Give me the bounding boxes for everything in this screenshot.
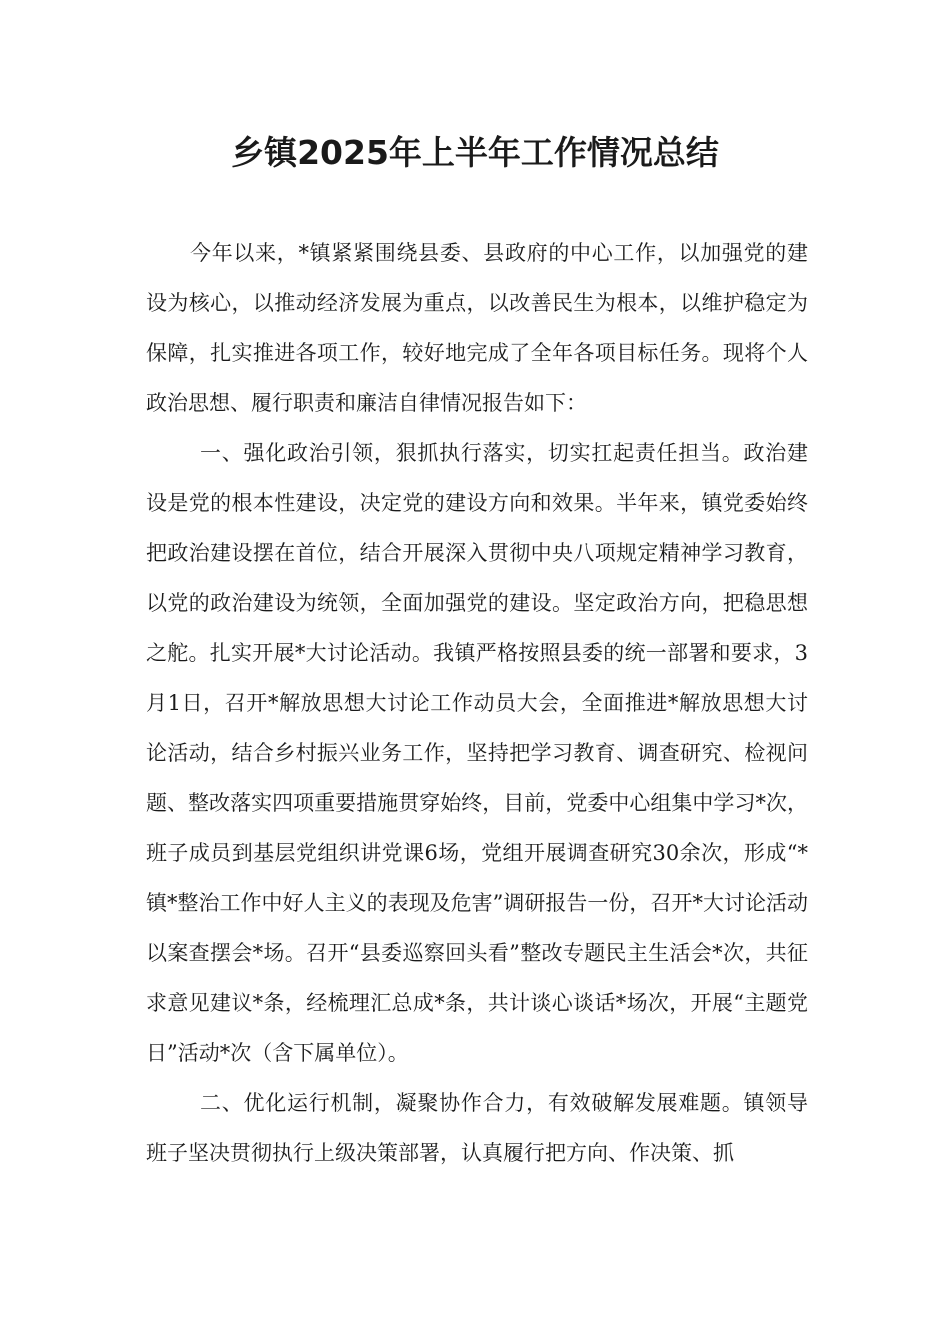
section-one-paragraph: 一、强化政治引领，狠抓执行落实，切实扛起责任担当。政治建设是党的根本性建设，决定党的建设方向和效果。半年来，镇党委始终把政治建设摆在首位，结合开展深入贯彻中央八项规定精神学习教育，以党的政治建设为统领，全面加强党的建设。坚定政治方向，把稳思想之舵。扎实开展*大讨论活动。我镇严格按照县委的统一部署和要求，3月1日，召开*解放思想大讨论工作动员大会，全面推进*解放思想大讨论活动，结合乡村振兴业务工作，坚持把学习教育、调查研究、检视问题、整改落实四项重要措施贯穿始终，目前，党委中心组集中学习*次，班子成员到基层党组织讲党课6场，党组开展调查研究30余次，形成“*镇*整治工作中好人主义的表现及危害”调研报告一份，召开*大讨论活动以案查摆会*场。召开“县委巡察回头看”整改专题民主生活会*次，共征求意见建议*条，经梳理汇总成*条，共计谈心谈话*场次，开展“主题党日”活动*次（含下属单位）。 xyxy=(146,441,808,1065)
document-title: 乡镇2025年上半年工作情况总结 xyxy=(231,133,719,172)
document-body xyxy=(146,228,808,1178)
intro-paragraph: 今年以来，*镇紧紧围绕县委、县政府的中心工作，以加强党的建设为核心，以推动经济发展为重点，以改善民生为根本，以维护稳定为保障，扎实推进各项工作，较好地完成了全年各项目标任务。现将个人政治思想、履行职责和廉洁自律情况报告如下： xyxy=(146,241,808,415)
section-two-paragraph: 二、优化运行机制，凝聚协作合力，有效破解发展难题。镇领导班子坚决贯彻执行上级决策部署，认真履行把方向、作决策、抓 xyxy=(146,1091,808,1165)
